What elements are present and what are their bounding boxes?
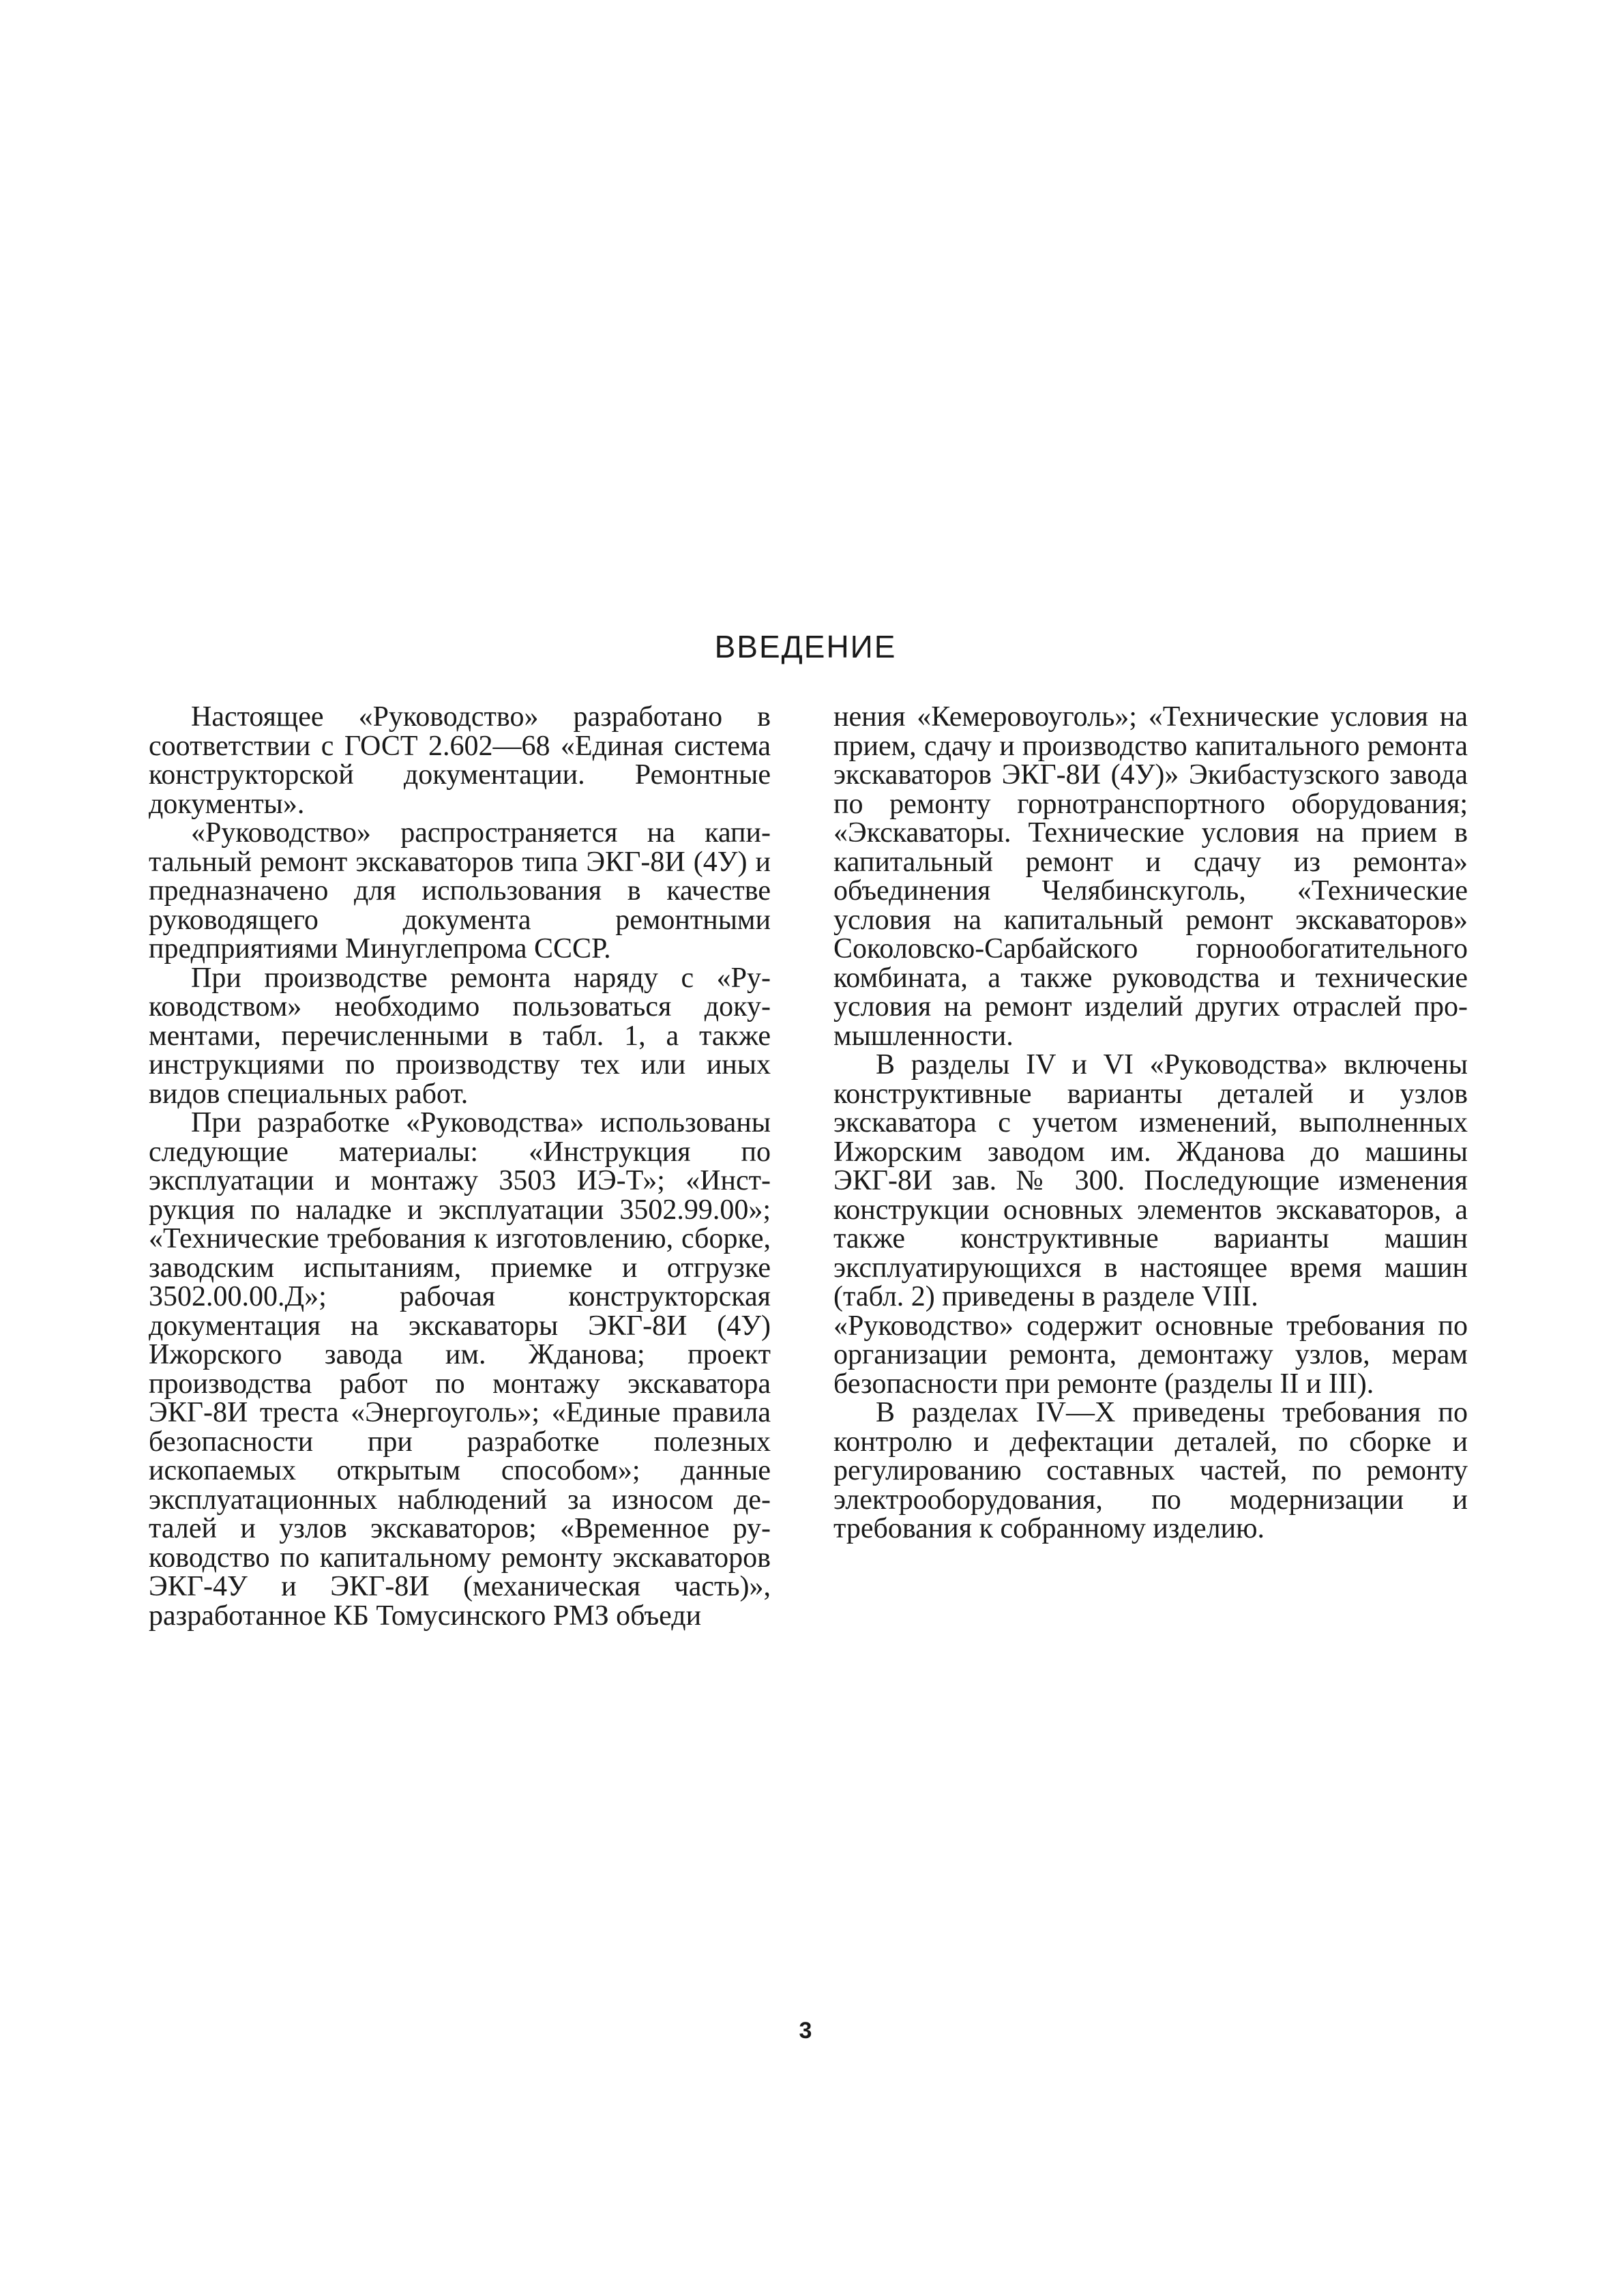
paragraph: При производстве ремонта наряду с «Руководством» необходимо пользоваться документами, перечисленными в табл. 1, а также инструкциями по производству тех или иных видов специальных работ. — [149, 962, 771, 1110]
paragraph: В разделах IV—X приведены требования по контролю и дефектации деталей, по сборке и регулированию составных частей, по ремонту электрооборудования, по модернизации и требования к собранному изделию. — [833, 1397, 1468, 1544]
paragraph-continuation: нения «Кемеровоуголь»; «Технические условия на прием, сдачу и производство капитального ремонта экскаваторов ЭКГ-8И (4У)» Экибастузского завода по ремонту горнотранспортного оборудования; «Экскаваторы. Технические условия на прием в капитальный ремонт и сдачу из ремонта» объединения Челябинскуголь, «Технические условия на капитальный ремонт экскаваторов» Соколовско-Сарбайского горнообогатительного комбината, а также руководства и технические условия на ремонт изделий других отраслей промышленности. — [833, 701, 1468, 1052]
section-heading: ВВЕДЕНИЕ — [714, 629, 897, 664]
paragraph: Настоящее «Руководство» разработано в соответствии с ГОСТ 2.602—68 «Единая система конструкторской документации. Ремонтные документы». — [149, 701, 771, 820]
paragraph: В разделы IV и VI «Руководства» включены конструктивные варианты деталей и узлов экскаватора с учетом изменений, выполненных Ижорским заводом им. Жданова до машины ЭКГ-8И зав. № 300. Последующие изменения конструкции основных элементов экскаваторов, а также конструктивные варианты машин эксплуатирующихся в настоящее время машин (табл. 2) приведены в разделе VIII. — [833, 1049, 1468, 1312]
paragraph: «Руководство» распространяется на капитальный ремонт экскаваторов типа ЭКГ-8И (4У) и предназначено для использования в качестве руководящего документа ремонтными предприятиями Минуглепрома СССР. — [149, 817, 771, 965]
page-number: 3 — [799, 2018, 812, 2044]
right-text-column — [833, 703, 1468, 1544]
paragraph: При разработке «Руководства» использованы следующие материалы: «Инструкция по эксплуатации и монтажу 3503 ИЭ-Т»; «Инструкция по наладке и эксплуатации 3502.99.00»; «Технические требования к изготовлению, сборке, заводским испытаниям, приемке и отгрузке 3502.00.00.Д»; рабочая конструкторская документация на экскаваторы ЭКГ-8И (4У) Ижорского завода им. Жданова; проект производства работ по монтажу экскаватора ЭКГ-8И треста «Энергоуголь»; «Единые правила безопасности при разработке полезных ископаемых открытым способом»; данные эксплуатационных наблюдений за износом деталей и узлов экскаваторов; «Временное руководство по капитальному ремонту экскаваторов ЭКГ-4У и ЭКГ-8И (механическая часть)», разработанное КБ Томусинского РМЗ объеди — [149, 1107, 771, 1632]
left-text-column — [149, 703, 771, 1630]
paragraph: «Руководство» содержит основные требования по организации ремонта, демонтажу узлов, мерам безопасности при ремонте (разделы II и III). — [833, 1310, 1468, 1400]
